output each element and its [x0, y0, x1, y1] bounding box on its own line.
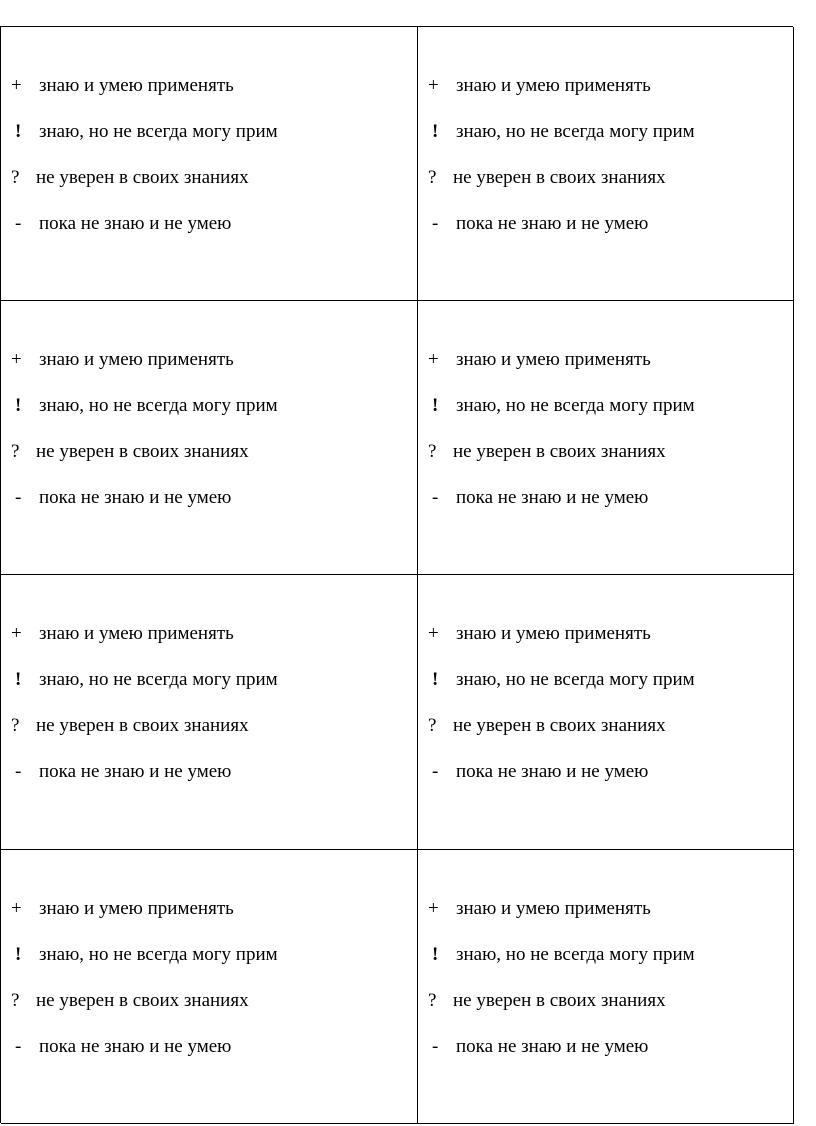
- exclamation-symbol: !: [15, 395, 22, 416]
- legend-text: знаю и умею применять: [39, 75, 234, 96]
- self-assessment-card: [418, 27, 794, 301]
- legend-text: знаю и умею применять: [456, 349, 651, 370]
- legend-text: знаю и умею применять: [39, 623, 234, 644]
- legend-text: пока не знаю и не умею: [456, 487, 649, 508]
- exclamation-symbol: !: [432, 121, 439, 142]
- question-symbol: ?: [11, 441, 20, 462]
- minus-symbol: -: [15, 761, 22, 782]
- legend-text: знаю, но не всегда могу прим: [456, 121, 695, 142]
- legend-text: знаю и умею применять: [39, 898, 234, 919]
- minus-symbol: -: [432, 1036, 439, 1057]
- minus-symbol: -: [432, 761, 439, 782]
- exclamation-symbol: !: [15, 669, 22, 690]
- exclamation-symbol: !: [432, 669, 439, 690]
- legend-text: пока не знаю и не умею: [39, 1036, 232, 1057]
- minus-symbol: -: [15, 213, 22, 234]
- legend-text: знаю, но не всегда могу прим: [456, 395, 695, 416]
- self-assessment-card: [418, 575, 794, 850]
- legend-text: пока не знаю и не умею: [456, 213, 649, 234]
- question-symbol: ?: [428, 990, 437, 1011]
- exclamation-symbol: !: [15, 121, 22, 142]
- minus-symbol: -: [15, 487, 22, 508]
- plus-symbol: +: [428, 349, 439, 370]
- self-assessment-card-table: [0, 26, 793, 1123]
- question-symbol: ?: [428, 167, 437, 188]
- legend-text: знаю, но не всегда могу прим: [39, 669, 278, 690]
- legend-text: не уверен в своих знаниях: [36, 990, 249, 1011]
- legend-text: не уверен в своих знаниях: [36, 441, 249, 462]
- self-assessment-card: [1, 301, 418, 575]
- plus-symbol: +: [428, 75, 439, 96]
- question-symbol: ?: [11, 990, 20, 1011]
- legend-text: знаю и умею применять: [456, 898, 651, 919]
- exclamation-symbol: !: [432, 944, 439, 965]
- self-assessment-card: [418, 301, 794, 575]
- legend-text: пока не знаю и не умею: [39, 487, 232, 508]
- plus-symbol: +: [11, 898, 22, 919]
- plus-symbol: +: [11, 75, 22, 96]
- plus-symbol: +: [428, 623, 439, 644]
- legend-text: пока не знаю и не умею: [456, 1036, 649, 1057]
- plus-symbol: +: [11, 623, 22, 644]
- legend-text: не уверен в своих знаниях: [453, 715, 666, 736]
- minus-symbol: -: [432, 213, 439, 234]
- legend-text: знаю и умею применять: [456, 75, 651, 96]
- self-assessment-card: [418, 850, 794, 1124]
- legend-text: знаю и умею применять: [456, 623, 651, 644]
- legend-text: пока не знаю и не умею: [456, 761, 649, 782]
- legend-text: знаю, но не всегда могу прим: [456, 944, 695, 965]
- self-assessment-card: [1, 27, 418, 301]
- exclamation-symbol: !: [15, 944, 22, 965]
- question-symbol: ?: [11, 167, 20, 188]
- question-symbol: ?: [428, 715, 437, 736]
- legend-text: знаю и умею применять: [39, 349, 234, 370]
- exclamation-symbol: !: [432, 395, 439, 416]
- legend-text: знаю, но не всегда могу прим: [456, 669, 695, 690]
- legend-text: не уверен в своих знаниях: [453, 990, 666, 1011]
- legend-text: знаю, но не всегда могу прим: [39, 944, 278, 965]
- question-symbol: ?: [428, 441, 437, 462]
- legend-text: не уверен в своих знаниях: [453, 167, 666, 188]
- minus-symbol: -: [432, 487, 439, 508]
- minus-symbol: -: [15, 1036, 22, 1057]
- legend-text: знаю, но не всегда могу прим: [39, 121, 278, 142]
- plus-symbol: +: [428, 898, 439, 919]
- legend-text: не уверен в своих знаниях: [453, 441, 666, 462]
- legend-text: пока не знаю и не умею: [39, 213, 232, 234]
- legend-text: знаю, но не всегда могу прим: [39, 395, 278, 416]
- legend-text: пока не знаю и не умею: [39, 761, 232, 782]
- legend-text: не уверен в своих знаниях: [36, 715, 249, 736]
- plus-symbol: +: [11, 349, 22, 370]
- self-assessment-card: [1, 850, 418, 1124]
- question-symbol: ?: [11, 715, 20, 736]
- legend-text: не уверен в своих знаниях: [36, 167, 249, 188]
- self-assessment-card: [1, 575, 418, 850]
